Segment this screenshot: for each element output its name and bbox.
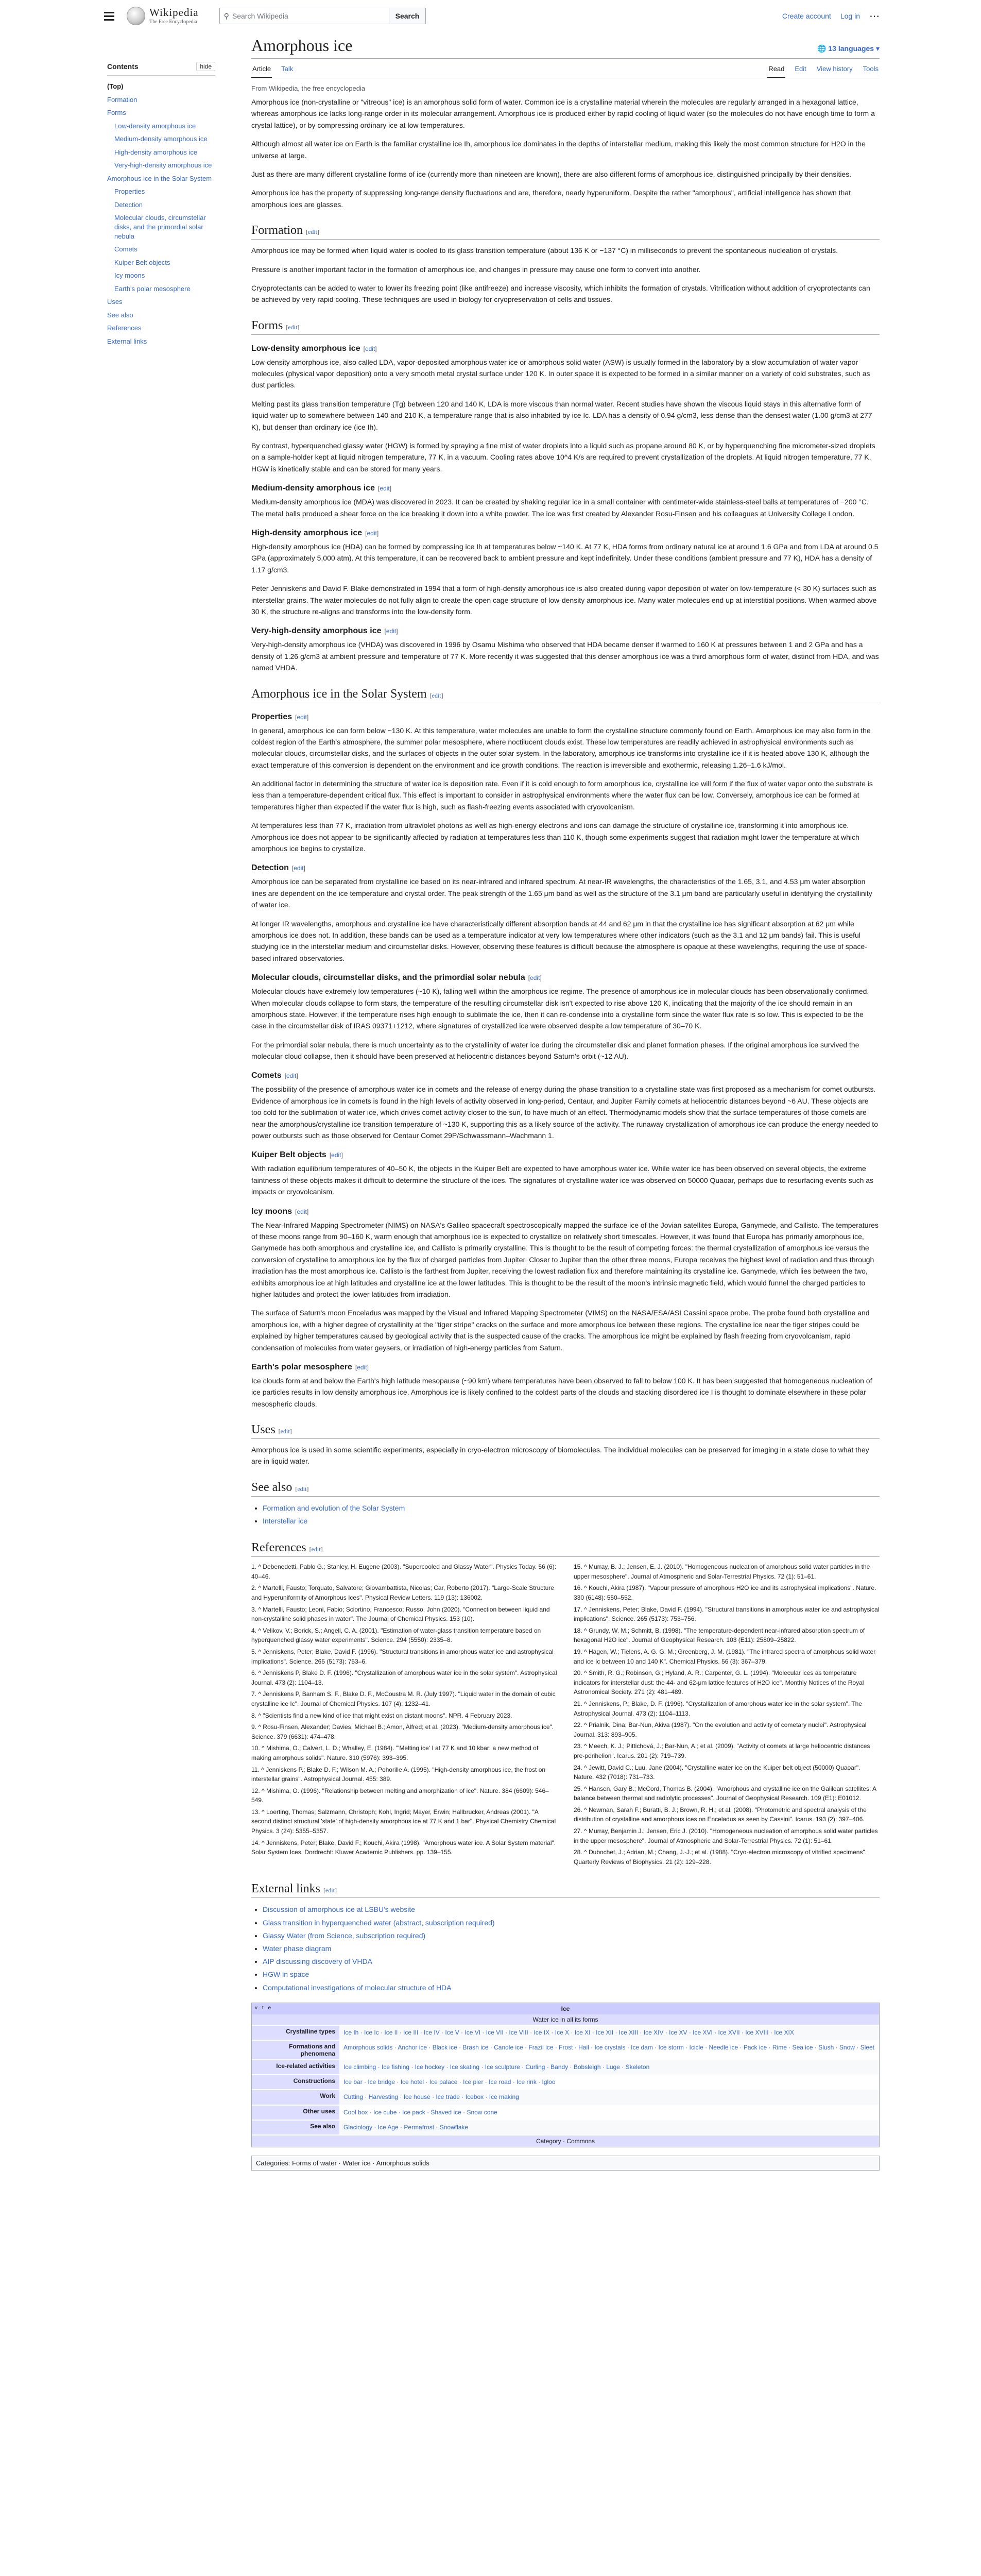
toc-item-references[interactable]: References xyxy=(107,324,142,332)
reference-text: ^ "Scientists find a new kind of ice that might exist on distant moons". NPR. 4 February 2023. xyxy=(258,1711,512,1719)
reference-item: 21. ^ Jenniskens, P.; Blake, D. F. (1996). "Crystallization of amorphous water ice in the solar system". The Astrophysical Journal. 473 (2): 1104–1113. xyxy=(574,1700,862,1717)
subsection-heading-properties-text: Properties xyxy=(251,712,292,721)
reference-item: 28. ^ Dubochet, J.; Adrian, M.; Chang, J.-J.; et al. (1988). "Cryo-electron microscopy of vitrified specimens". Quarterly Reviews of Biophysics. 21 (2): 129–228. xyxy=(574,1849,867,1866)
navbox-row xyxy=(252,2105,879,2120)
subsection-heading-very-high-density-amorphous-ice-text: Very-high-density amorphous ice xyxy=(251,626,382,636)
page-tabs xyxy=(251,61,880,78)
reference-item: 9. ^ Rosu-Finsen, Alexander; Davies, Michael B.; Amon, Alfred; et al. (2023). "Medium-density amorphous ice". Science. 379 (6631): 474–478. xyxy=(251,1723,554,1740)
navbox-row xyxy=(252,2120,879,2134)
edit-link[interactable]: edit xyxy=(286,1072,297,1080)
navbox-row-label: See also xyxy=(252,2121,339,2134)
log-in-link[interactable]: Log in xyxy=(840,12,860,20)
reference-text: ^ Jenniskens, P.; Blake, D. F. (1996). "Crystallization of amorphous water ice in the solar system". The Astrophysical Journal. 473 (2): 1104–1113. xyxy=(574,1700,862,1717)
edit-link[interactable]: edit xyxy=(297,713,307,721)
section-heading-formation-text: Formation xyxy=(251,224,303,238)
external-link[interactable]: Glassy Water (from Science, subscription required) xyxy=(263,1931,426,1940)
section-heading-formation: Formation [edit] xyxy=(251,224,880,240)
reference-item: 11. ^ Jenniskens P.; Blake D. F.; Wilson M. A.; Pohorille A. (1995). "High-density amorphous ice, the frost on interstellar grains". Astrophysical Journal. 455: 389. xyxy=(251,1766,546,1783)
reference-item: 10. ^ Mishima, O.; Calvert, L. D.; Whalley, E. (1984). "'Melting ice' I at 77 K and 10 kbar: a new method of making amorphous solids". Nature. 310 (5976): 393–395. xyxy=(251,1744,539,1761)
navbox-row-items[interactable]: Ice bar · Ice bridge · Ice hotel · Ice palace · Ice pier · Ice road · Ice rink · Igloo xyxy=(339,2075,879,2089)
reference-text: ^ Mishima, O. (1996). "Relationship between melting and amorphization of ice". Nature. 384 (6609): 546–549. xyxy=(251,1787,549,1804)
subsection-paragraph: Ice clouds form at and below the Earth's high latitude mesopause (~90 km) where temperatures have been observed to fall to below 100 K. It has been suggested that homogeneous nucleation of ice particles results in low density amorphous ice. Amorphous ice is likely confined to the coldest parts of the clouds and stacking disordered ice I is thought to dominate elsewhere in these polar mesospheric clouds. xyxy=(251,1376,872,1408)
reference-text: ^ Grundy, W. M.; Schmitt, B. (1998). "The temperature-dependent near-infrared absorption spectrum of hexagonal H2O ice". Journal of Geophysical Research. 103 (E11): 25809–25822. xyxy=(574,1626,865,1644)
page-title: Amorphous ice xyxy=(251,36,353,55)
navbox-row-label: Ice-related activities xyxy=(252,2060,339,2074)
toc-item-amorphous-ice-in-the-solar-system[interactable]: Amorphous ice in the Solar System xyxy=(107,174,212,182)
navbox-row-label: Other uses xyxy=(252,2106,339,2120)
edit-link[interactable]: edit xyxy=(288,323,298,331)
subsection-heading-icy-moons: Icy moons [edit] xyxy=(251,1207,309,1216)
reference-text: ^ Jenniskens P, Banham S. F., Blake D. F., McCoustra M. R. (July 1997). "Liquid water in the domain of cubic crystalline ice Ic". Journal of Chemical Physics. 107 (4): 1232–41. xyxy=(251,1690,556,1707)
external-link-item xyxy=(263,1942,880,1955)
navbox-row xyxy=(252,2040,879,2059)
reference-text: ^ Jewitt, David C.; Luu, Jane (2004). "Crystalline water ice on the Kuiper belt object (50000) Quaoar". Nature. 432 (7018): 731–733. xyxy=(574,1764,860,1781)
reference-item: 22. ^ Prialnik, Dina; Bar-Nun, Akiva (1987). "On the evolution and activity of cometary nuclei". Astrophysical Journal. 313: 893–905. xyxy=(574,1721,867,1738)
edit-link[interactable]: edit xyxy=(297,1208,307,1215)
section-heading-uses-text: Uses xyxy=(251,1423,276,1437)
section-heading-amorphous-ice-in-the-solar-system-text: Amorphous ice in the Solar System xyxy=(251,687,427,701)
tab-talk[interactable]: Talk xyxy=(281,65,294,73)
subsection-paragraph: Melting past its glass transition temperature (Tg) between 120 and 140 K, LDA is more viscous than normal water. Recent studies have shown the viscous liquid stays in this alternative form of liquid water up to somewhere between 140 and 210 K, a temperature range that is also inhabited by ice Ic. LDA has a density of 0.94 g/cm3, less dense than the densest water (1.00 g/cm3 at 277 K), but denser than ordinary ice (ice Ih). xyxy=(251,399,872,431)
navbox-row-items[interactable]: Ice climbing · Ice fishing · Ice hockey · Ice skating · Ice sculpture · Curling · Bandy · Bobsleigh · Luge · Skeleton xyxy=(339,2060,879,2074)
navbox xyxy=(251,2003,880,2147)
section-paragraph: Amorphous ice is used in some scientific experiments, especially in cryo-electron microscopy of biomolecules. The individual molecules can be preserved for imaging in a state close to what they are in liquid water. xyxy=(251,1446,869,1466)
reference-item: 7. ^ Jenniskens P, Banham S. F., Blake D. F., McCoustra M. R. (July 1997). "Liquid water in the domain of cubic crystalline ice Ic". Journal of Chemical Physics. 107 (4): 1232–41. xyxy=(251,1690,556,1707)
reference-item: 3. ^ Martelli, Fausto; Leoni, Fabio; Sciortino, Francesco; Russo, John (2020). "Connection between liquid and non-crystalline solid phases in water". The Journal of Chemical Physics. 153 (10). xyxy=(251,1605,550,1623)
reference-text: ^ Mishima, O.; Calvert, L. D.; Whalley, E. (1984). "'Melting ice' I at 77 K and 10 kbar: a new method of making amorphous solids". Nature. 310 (5976): 393–395. xyxy=(251,1744,539,1761)
toc-item-top[interactable]: (Top) xyxy=(107,82,124,90)
navbox-row-items[interactable]: Ice Ih · Ice Ic · Ice II · Ice III · Ice IV · Ice V · Ice VI · Ice VII · Ice VIII · Ice IX · Ice X · Ice XI · Ice XII · Ice XIII · Ice XIV · Ice XV · Ice XVI · Ice XVII · Ice XVIII · Ice XIX xyxy=(339,2026,879,2040)
search-input[interactable] xyxy=(219,8,389,24)
more-options-icon[interactable]: ⋯ xyxy=(869,10,880,22)
subsection-paragraph: Molecular clouds have extremely low temperatures (~10 K), falling well within the amorphous ice regime. The presence of amorphous ice in molecular clouds has been observationally confirmed. When molecular clouds collapse to form stars, the temperature of the resulting circumstellar disk isn't expected to rise above 120 K, indicating that the majority of the ice should remain in an amorphous state. However, if the temperature rises high enough to sublimate the ice, then it can re-condense into a crystalline form since the water flux rate is so low. This is expected to be the case in the circumstellar disk of IRAS 09371+1212, where signatures of crystallized ice were observed despite a low temperature of 30–70 K. xyxy=(251,987,869,1030)
toc-item-earth-s-polar-mesosphere[interactable]: Earth's polar mesosphere xyxy=(114,284,191,293)
see-also-link[interactable]: Formation and evolution of the Solar System xyxy=(263,1503,405,1512)
globe-icon xyxy=(127,7,145,25)
main-menu-icon[interactable] xyxy=(101,8,117,24)
create-account-link[interactable]: Create account xyxy=(782,12,831,20)
toc-item-forms[interactable]: Forms xyxy=(107,109,126,117)
external-link-item xyxy=(263,1929,880,1942)
subsection-heading-detection-text: Detection xyxy=(251,863,289,873)
navbox-row-items[interactable]: Cutting · Harvesting · Ice house · Ice trade · Icebox · Ice making xyxy=(339,2090,879,2104)
toc-title: Contents xyxy=(107,62,139,71)
section-heading-forms-text: Forms xyxy=(251,318,283,332)
reference-item: 23. ^ Meech, K. J.; Pittichová, J.; Bar-Nun, A.; et al. (2009). "Activity of comets at large heliocentric distances pre-perihelion". Icarus. 201 (2): 719–739. xyxy=(574,1742,870,1759)
navbox-row-items[interactable]: Amorphous solids · Anchor ice · Black ice · Brash ice · Candle ice · Frazil ice · Frost · Hail · Ice crystals · Ice dam · Ice storm · Icicle · Needle ice · Pack ice · Rime · Sea ice · Slush · Snow · Sleet xyxy=(339,2041,879,2059)
subsection-heading-low-density-amorphous-ice-text: Low-density amorphous ice xyxy=(251,344,360,353)
reference-item: 1. ^ Debenedetti, Pablo G.; Stanley, H. Eugene (2003). "Supercooled and Glassy Water". Physics Today. 56 (6): 40–46. xyxy=(251,1563,557,1580)
tab-edit[interactable]: Edit xyxy=(795,65,806,73)
navbox-row-label: Constructions xyxy=(252,2075,339,2089)
subsection-heading-earth-s-polar-mesosphere: Earth's polar mesosphere [edit] xyxy=(251,1362,369,1371)
reference-text: ^ Prialnik, Dina; Bar-Nun, Akiva (1987). "On the evolution and activity of cometary nuclei". Astrophysical Journal. 313: 893–905. xyxy=(574,1721,867,1738)
intro-paragraph: Although almost all water ice on Earth is the familiar crystalline ice Ih, amorphous ice dominates in the depths of interstellar medium, making this likely the most common structure for H2O in the universe at large. xyxy=(251,140,866,160)
section-heading-amorphous-ice-in-the-solar-system: Amorphous ice in the Solar System [edit] xyxy=(251,687,880,703)
subsection-heading-high-density-amorphous-ice: High-density amorphous ice [edit] xyxy=(251,528,379,537)
external-link[interactable]: AIP discussing discovery of VHDA xyxy=(263,1957,372,1966)
see-also-item xyxy=(263,1515,880,1528)
subsection-paragraph: With radiation equilibrium temperatures of 40–50 K, the objects in the Kuiper Belt are expected to have amorphous water ice. While water ice has been observed on several objects, the extreme faintness of these objects makes it difficult to determine the structure of the ices. The signatures of crystalline water ice was observed on 50000 Quaoar, perhaps due to resurfacing events such as impacts or cryovolcanism. xyxy=(251,1164,874,1196)
subsection-paragraph: An additional factor in determining the structure of water ice is deposition rate. Even if it is cold enough to form amorphous ice, crystalline ice will form if the flux of water vapor onto the substrate is less than a temperature-dependent critical flux. This effect is important to consider in astrophysical environments where the water flux can be low. Conversely, amorphous ice can be formed at temperatures higher than expected if the water flux is high, such as flash-freezing events associated with cryovolcanism. xyxy=(251,779,873,811)
reference-item: 2. ^ Martelli, Fausto; Torquato, Salvatore; Giovambattista, Nicolas; Car, Roberto (2017). "Large-Scale Structure and Hyperuniformity of Amorphous Ices". Physical Review Letters. 119 (13): 136002. xyxy=(251,1584,554,1602)
reference-text: ^ Jenniskens, Peter; Blake, David F. (1996). "Structural transitions in amorphous water ice and astrophysical implications". Science. 265 (5173): 753–6. xyxy=(251,1648,554,1665)
reference-item: 19. ^ Hagen, W.; Tielens, A. G. G. M.; Greenberg, J. M. (1981). "The infrared spectra of amorphous solid water and ice Ic between 10 and 140 K". Chemical Physics. 56 (3): 367–379. xyxy=(574,1648,876,1665)
subsection-paragraph: At temperatures less than 77 K, irradiation from ultraviolet photons as well as high-energy electrons and ions can damage the structure of crystalline ice, transforming it into amorphous ice. Amorphous ice does not appear to be significantly affected by radiation at temperatures less than 110 K, though some experiments suggest that radiation might lower the temperature at which amorphous ice begins to crystallize. xyxy=(251,821,859,853)
subsection-heading-medium-density-amorphous-ice: Medium-density amorphous ice [edit] xyxy=(251,484,392,493)
tab-article[interactable]: Article xyxy=(251,61,272,78)
subsection-paragraph: Peter Jenniskens and David F. Blake demonstrated in 1994 that a form of high-density amorphous ice is also created during vapor deposition of water on low-temperature (< 30 K) surfaces such as interstellar grains. The water molecules do not fully align to create the open cage structure of low-density amorphous ice. Many water molecules end up at interstitial positions. When warmed above 30 K, the structure re-aligns and transforms into the low-density form. xyxy=(251,584,877,616)
subsection-paragraph: The possibility of the presence of amorphous water ice in comets and the release of energy during the phase transition to a crystalline state was first proposed as a mechanism for comet outbursts. Evidence of amorphous ice in comets is found in the high levels of activity observed in long-period, Centaur, and Jupiter Family comets at heliocentric distances beyond ~6 AU. These objects are too cold for the sublimation of water ice, which drives comet activity closer to the sun, to have much of an effect. Thermodynamic models show that the surface temperatures of those comets are near the amorphous/crystalline ice transition temperature of ~130 K, supporting this as a likely source of the activity. The runaway crystallization of amorphous ice can produce the energy needed to power outbursts such as those observed for Centaur Comet 29P/Schwassmann–Wachmann 1. xyxy=(251,1085,878,1140)
see-also-link[interactable]: Interstellar ice xyxy=(263,1517,308,1526)
reference-item: 14. ^ Jenniskens, Peter; Blake, David F.; Kouchi, Akira (1998). "Amorphous water ice. A Solar System material". Solar System Ices. Dordrecht: Kluwer Academic Publishers. pp. 139–155. xyxy=(251,1839,556,1856)
edit-link[interactable]: edit xyxy=(325,1887,335,1894)
reference-text: ^ Murray, Benjamin J.; Jensen, Eric J. (2010). "Homogeneous nucleation of amorphous solid water particles in the upper mesosphere". Journal of Atmospheric and Solar-Terrestrial Physics. 72 (1): 51–61. xyxy=(574,1827,878,1844)
external-link-item xyxy=(263,1981,880,1994)
toc-item-properties[interactable]: Properties xyxy=(114,188,145,196)
reference-item: 18. ^ Grundy, W. M.; Schmitt, B. (1998). "The temperature-dependent near-infrared absorption spectrum of hexagonal H2O ice". Journal of Geophysical Research. 103 (E11): 25809–25822. xyxy=(574,1626,865,1644)
subsection-paragraph: For the primordial solar nebula, there is much uncertainty as to the crystallinity of water ice during the circumstellar disk and planet formation phases. If the original amorphous ice survived the molecular cloud collapse, then it should have been preserved at heliocentric distances beyond Saturn's orbit (~12 AU). xyxy=(251,1040,859,1061)
toc-list xyxy=(107,80,215,348)
reference-item: 24. ^ Jewitt, David C.; Luu, Jane (2004). "Crystalline water ice on the Kuiper belt object (50000) Quaoar". Nature. 432 (7018): 731–733. xyxy=(574,1764,860,1781)
reference-item: 16. ^ Kouchi, Akira (1987). "Vapour pressure of amorphous H2O ice and its astrophysical implications". Nature. 330 (6148): 550–552. xyxy=(574,1584,876,1602)
external-link-item xyxy=(263,1903,880,1916)
from-wikipedia: From Wikipedia, the free encyclopedia xyxy=(251,84,366,92)
article-content xyxy=(251,36,880,2171)
tab-view-history[interactable]: View history xyxy=(816,65,853,73)
toc-item-kuiper-belt-objects[interactable]: Kuiper Belt objects xyxy=(114,258,170,266)
subsection-paragraph: In general, amorphous ice can form below ~130 K. At this temperature, water molecules are unable to form the crystalline structure commonly found on Earth. Amorphous ice may also form in the coldest region of the Earth's atmosphere, the summer polar mesosphere, where noctilucent clouds exist. These low temperatures are readily achieved in astrophysical environments such as molecular clouds, circumstellar disks, and the surfaces of objects in the outer solar system. In the laboratory, amorphous ice transforms into crystalline ice if it is heated above 130 K, although the exact temperature of this conversion is dependent on the environment and ice growth conditions. The reaction is irreversible and exothermic, releasing 1.26–1.6 kJ/mol. xyxy=(251,726,871,769)
edit-link[interactable]: edit xyxy=(294,865,304,872)
reference-item: 17. ^ Jenniskens, Peter; Blake, David F. (1994). "Structural transitions in amorphous water ice and astrophysical implications". Science. 265 (5173): 753–756. xyxy=(574,1605,880,1623)
languages-button[interactable]: 🌐 13 languages ▾ xyxy=(817,44,880,53)
navbox-row-items[interactable]: Glaciology · Ice Age · Permafrost · Snowflake xyxy=(339,2121,879,2134)
navbox-row xyxy=(252,2059,879,2074)
edit-link[interactable]: edit xyxy=(308,228,317,236)
reference-text: ^ Hagen, W.; Tielens, A. G. G. M.; Greenberg, J. M. (1981). "The infrared spectra of amorphous solid water and ice Ic between 10 and 140 K". Chemical Physics. 56 (3): 367–379. xyxy=(574,1648,876,1665)
external-links-list xyxy=(251,1903,880,1994)
reference-text: ^ Velikov, V.; Borick, S.; Angell, C. A. (2001). "Estimation of water-glass transition temperature based on hyperquenched glassy water experiments". Science. 294 (5550): 2335–8. xyxy=(251,1626,541,1644)
reference-text: ^ Jenniskens, Peter; Blake, David F.; Kouchi, Akira (1998). "Amorphous water ice. A Solar System material". Solar System Ices. Dordrecht: Kluwer Academic Publishers. pp. 139–155. xyxy=(251,1839,556,1856)
references-list xyxy=(251,1562,880,1869)
external-links-heading: External links [edit] xyxy=(251,1882,880,1898)
navbox-row-label: Crystalline types xyxy=(252,2026,339,2040)
section-heading-forms: Forms [edit] xyxy=(251,319,880,335)
navbox-vte[interactable]: v · t · e xyxy=(255,2005,271,2011)
external-link-item xyxy=(263,1955,880,1968)
subsection-heading-high-density-amorphous-ice-text: High-density amorphous ice xyxy=(251,528,363,537)
edit-link[interactable]: edit xyxy=(530,974,540,982)
reference-item: 8. ^ "Scientists find a new kind of ice that might exist on distant moons". NPR. 4 February 2023. xyxy=(251,1711,512,1719)
logo-wordmark: Wikipedia xyxy=(149,6,199,19)
subsection-heading-comets: Comets [edit] xyxy=(251,1071,298,1080)
reference-text: ^ Dubochet, J.; Adrian, M.; Chang, J.-J.; et al. (1988). "Cryo-electron microscopy of vitrified specimens". Quarterly Reviews of Biophysics. 21 (2): 129–228. xyxy=(574,1849,867,1866)
reference-text: ^ Debenedetti, Pablo G.; Stanley, H. Eugene (2003). "Supercooled and Glassy Water". Physics Today. 56 (6): 40–46. xyxy=(251,1563,557,1580)
external-link[interactable]: Glass transition in hyperquenched water (abstract, subscription required) xyxy=(263,1918,495,1927)
table-of-contents xyxy=(107,62,215,348)
toc-item-very-high-density-amorphous-ice[interactable]: Very-high-density amorphous ice xyxy=(114,161,212,170)
logo-tagline: The Free Encyclopedia xyxy=(149,19,197,25)
categories-box[interactable]: Categories: Forms of water · Water ice · Amorphous solids xyxy=(251,2156,880,2171)
edit-link[interactable]: edit xyxy=(380,485,390,493)
subsection-paragraph: The Near-Infrared Mapping Spectrometer (NIMS) on NASA's Galileo spacecraft spectroscopically mapped the surface ice of the Jovian satellites Europa, Ganymede, and Callisto. The temperatures of these moons range from 90–160 K, warm enough that amorphous ice is expected to crystallize on relatively short timescales. However, it was found that Europa has primarily amorphous ice, Ganymede has both amorphous and crystalline ice, and Callisto is primarily crystalline. This is thought to be the result of competing forces: the thermal crystallization of amorphous ice versus the conversion of crystalline to amorphous ice by the flux of charged particles from Jupiter. Closer to Jupiter than the other three moons, Europa receives the highest level of radiation and thus through irradiation has the most amorphous ice. Callisto is the farthest from Jupiter, receiving the lowest radiation flux and therefore maintaining its crystalline ice. Ganymede, which lies between the two, exhibits amorphous ice at high latitudes and crystalline ice at the lower latitudes. This is thought to be the result of the moon's intrinsic magnetic field, which would funnel the charged particles to higher latitudes and protect the lower latitudes from irradiation. xyxy=(251,1221,879,1298)
reference-text: ^ Meech, K. J.; Pittichová, J.; Bar-Nun, A.; et al. (2009). "Activity of comets at large heliocentric distances pre-perihelion". Icarus. 201 (2): 719–739. xyxy=(574,1742,870,1759)
subsection-heading-detection: Detection [edit] xyxy=(251,863,305,873)
toc-item-molecular-clouds-circumstellar-disks-and-the-primordial-solar-nebula[interactable]: Molecular clouds, circumstellar disks, and the primordial solar nebula xyxy=(114,214,206,240)
navbox-row xyxy=(252,2025,879,2040)
edit-link[interactable]: edit xyxy=(297,1485,307,1493)
tab-read[interactable]: Read xyxy=(767,61,785,78)
subsection-heading-low-density-amorphous-ice: Low-density amorphous ice [edit] xyxy=(251,344,377,353)
navbox-subtitle: Water ice in all its forms xyxy=(252,2014,879,2025)
section-heading-uses: Uses [edit] xyxy=(251,1423,880,1439)
toc-item-comets[interactable]: Comets xyxy=(114,245,137,253)
see-also-item xyxy=(263,1502,880,1515)
intro-paragraph: Amorphous ice (non-crystalline or "vitreous" ice) is an amorphous solid form of water. Common ice is a crystalline material wherein the molecules are regularly arranged in a hexagonal lattice, whereas amorphous ice lacks long-range order in its molecular arrangement. Amorphous ice is produced either by rapid cooling of liquid water (so the molecules do not have enough time to form a crystal lattice), or by compressing ordinary ice at low temperatures. xyxy=(251,98,875,129)
subsection-paragraph: At longer IR wavelengths, amorphous and crystalline ice have characteristically different absorption bands at 44 and 62 μm in that the crystalline ice has significant absorption at 62 μm while amorphous ice does not. In addition, these bands can be used as a temperature indicator at very low temperatures where other indicators (such as the 3.1 and 12 μm bands) fail. This is useful studying ice in the interstellar medium and circumstellar disks. However, observing these features is difficult because the atmosphere is opaque at these wavelengths, requiring the use of space-based infrared observatories. xyxy=(251,919,867,962)
subsection-heading-kuiper-belt-objects: Kuiper Belt objects [edit] xyxy=(251,1150,343,1160)
reference-text: ^ Rosu-Finsen, Alexander; Davies, Michael B.; Amon, Alfred; et al. (2023). "Medium-density amorphous ice". Science. 379 (6631): 474–478. xyxy=(251,1723,554,1740)
edit-link[interactable]: edit xyxy=(311,1546,321,1553)
external-link[interactable]: Water phase diagram xyxy=(263,1944,332,1953)
reference-text: ^ Jenniskens P.; Blake D. F.; Wilson M. A.; Pohorille A. (1995). "High-density amorphous ice, the frost on interstellar grains". Astrophysical Journal. 455: 389. xyxy=(251,1766,546,1783)
toc-item-external-links[interactable]: External links xyxy=(107,337,147,345)
toc-item-medium-density-amorphous-ice[interactable]: Medium-density amorphous ice xyxy=(114,135,208,143)
toc-item-uses[interactable]: Uses xyxy=(107,298,123,306)
reference-item: 12. ^ Mishima, O. (1996). "Relationship between melting and amorphization of ice". Nature. 384 (6609): 546–549. xyxy=(251,1787,549,1804)
intro-paragraph: Just as there are many different crystalline forms of ice (currently more than nineteen are known), there are also different forms of amorphous ice, distinguished principally by their densities. xyxy=(251,170,852,178)
toc-item-low-density-amorphous-ice[interactable]: Low-density amorphous ice xyxy=(114,122,196,130)
reference-item: 13. ^ Loerting, Thomas; Salzmann, Christoph; Kohl, Ingrid; Mayer, Erwin; Hallbrucker, Andreas (2001). "A second distinct structural 'state' of high-density amorphous ice at 77 K and 1 bar". Physical Chemistry Chemical Physics. 3 (24): 5355–5357. xyxy=(251,1808,556,1835)
subsection-heading-properties: Properties [edit] xyxy=(251,712,309,721)
external-link-item xyxy=(263,1968,880,1981)
reference-text: ^ Jenniskens, Peter; Blake, David F. (1994). "Structural transitions in amorphous water ice and astrophysical implications". Science. 265 (5173): 753–756. xyxy=(574,1605,880,1623)
reference-text: ^ Martelli, Fausto; Leoni, Fabio; Sciortino, Francesco; Russo, John (2020). "Connection between liquid and non-crystalline solid phases in water". The Journal of Chemical Physics. 153 (10). xyxy=(251,1605,550,1623)
section-paragraph: Amorphous ice may be formed when liquid water is cooled to its glass transition temperature (about 136 K or −137 °C) in milliseconds to prevent the spontaneous nucleation of crystals. xyxy=(251,246,838,255)
edit-link[interactable]: edit xyxy=(386,628,397,635)
reference-text: ^ Loerting, Thomas; Salzmann, Christoph; Kohl, Ingrid; Mayer, Erwin; Hallbrucker, Andreas (2001). "A second distinct structural 'state' of high-density amorphous ice at 77 K and 1 bar". Physical Chemistry Chemical Physics. 3 (24): 5355–5357. xyxy=(251,1808,556,1835)
reference-item: 26. ^ Newman, Sarah F.; Buratti, B. J.; Brown, R. H.; et al. (2008). "Photometric and spectral analysis of the distribution of crystalline and amorphous ices on Enceladus as seen by Cassini". Icarus. 193 (2): 397–406. xyxy=(574,1806,867,1823)
toc-item-formation[interactable]: Formation xyxy=(107,95,137,104)
reference-text: ^ Hansen, Gary B.; McCord, Thomas B. (2004). "Amorphous and crystalline ice on the Galilean satellites: A balance between thermal and radiolytic processes". Journal of Geophysical Research. 109 (E1): E01012. xyxy=(574,1785,876,1802)
toc-item-icy-moons[interactable]: Icy moons xyxy=(114,272,145,280)
article-sections xyxy=(251,224,880,1467)
subsection-heading-molecular-clouds-circumstellar-disks-and-the-primordial-solar-nebula: Molecular clouds, circumstellar disks, and the primordial solar nebula [edit] xyxy=(251,973,542,982)
navbox-title[interactable]: Ice xyxy=(561,2005,570,2012)
site-header xyxy=(0,0,981,32)
search-form xyxy=(219,8,426,24)
edit-link[interactable]: edit xyxy=(365,345,375,352)
search-icon: ⚲ xyxy=(223,11,229,20)
external-link[interactable]: Discussion of amorphous ice at LSBU's website xyxy=(263,1905,416,1914)
subsection-paragraph: Medium-density amorphous ice (MDA) was discovered in 2023. It can be created by shaking regular ice in a small container with centimeter-wide stainless-steel balls at temperatures of −200 °C. The metal balls produced a shear force on the ice breaking it down into a white powder. The ice was first created by Alexander Rosu-Finsen and his colleagues at University College London. xyxy=(251,498,869,518)
subsection-paragraph: Low-density amorphous ice, also called LDA, vapor-deposited amorphous water ice or amorphous solid water (ASW) is usually formed in the laboratory by a slow accumulation of water vapor molecules (physical vapor deposition) onto a very smooth metal crystal surface under 120 K. In outer space it is expected to be formed in a similar manner on a variety of cold substrates, such as dust particles. xyxy=(251,358,870,389)
references-heading: References [edit] xyxy=(251,1541,880,1557)
navbox-row-items[interactable]: Cool box · Ice cube · Ice pack · Shaved ice · Snow cone xyxy=(339,2106,879,2120)
external-link[interactable]: Computational investigations of molecular structure of HDA xyxy=(263,1983,452,1992)
subsection-heading-molecular-clouds-circumstellar-disks-and-the-primordial-solar-nebula-text: Molecular clouds, circumstellar disks, and the primordial solar nebula xyxy=(251,973,525,982)
reference-text: ^ Smith, R. G.; Robinson, G.; Hyland, A. R.; Carpenter, G. L. (1994). "Molecular ices as temperature indicators for interstellar dust: the 44- and 62-μm lattice features of H2O ice". Monthly Notices of the Royal Astronomical Society. 271 (2): 481–489. xyxy=(574,1669,864,1696)
subsection-heading-kuiper-belt-objects-text: Kuiper Belt objects xyxy=(251,1150,326,1160)
reference-text: ^ Jenniskens P, Blake D. F. (1996). "Crystallization of amorphous water ice in the solar system". Astrophysical Journal. 473 (2): 1104–13. xyxy=(251,1669,557,1686)
user-links xyxy=(782,10,880,23)
toc-item-see-also[interactable]: See also xyxy=(107,311,133,319)
subsection-paragraph: Amorphous ice can be separated from crystalline ice based on its near-infrared and infrared spectrum. At near-IR wavelengths, the characteristics of the 1.65, 3.1, and 4.53 μm water absorption lines are dependent on the ice temperature and crystal order. The peak strength of the 1.65 μm band as well as the structure of the 3.1 μm band are particularly useful in identifying the crystallinity of water ice. xyxy=(251,877,872,909)
search-placeholder: Search Wikipedia xyxy=(232,12,288,20)
edit-link[interactable]: edit xyxy=(331,1151,341,1159)
external-link-item xyxy=(263,1917,880,1929)
toc-item-high-density-amorphous-ice[interactable]: High-density amorphous ice xyxy=(114,148,198,156)
subsection-paragraph: Very-high-density amorphous ice (VHDA) was discovered in 1996 by Osamu Mishima who observed that HDA became denser if warmed to 160 K at pressures between 1 and 2 GPa and has a density of 1.26 g/cm3 at ambient pressure and temperature of 77 K. More recently it was suggested that this denser amorphous ice was a third amorphous form of water, distinct from HDA, and was named VHDA. xyxy=(251,640,879,672)
section-paragraph: Pressure is another important factor in the formation of amorphous ice, and changes in pressure may cause one form to convert into another. xyxy=(251,265,701,274)
edit-link[interactable]: edit xyxy=(367,529,377,537)
subsection-paragraph: High-density amorphous ice (HDA) can be formed by compressing ice Ih at temperatures below ~140 K. At 77 K, HDA forms from ordinary natural ice at around 1.6 GPa and from LDA at around 0.5 GPa (approximately 5,000 atm). At this temperature, it can be recovered back to ambient pressure and kept indefinitely. Under these conditions (ambient pressure and 77 K), HDA has a density of 1.17 g/cm3. xyxy=(251,542,879,574)
navbox-row-label: Formations and phenomena xyxy=(252,2041,339,2059)
edit-link[interactable]: edit xyxy=(432,691,441,699)
tab-tools[interactable]: Tools xyxy=(863,65,879,73)
see-also-heading: See also [edit] xyxy=(251,1481,880,1497)
subsection-heading-earth-s-polar-mesosphere-text: Earth's polar mesosphere xyxy=(251,1362,352,1371)
subsection-paragraph: The surface of Saturn's moon Enceladus was mapped by the Visual and Infrared Mapping Spectrometer (VIMS) on the NASA/ESA/ASI Cassini space probe. The probe found both crystalline and amorphous ice, with a higher degree of crystallinity at the "tiger stripe" cracks on the surface and more amorphous ice between these regions. The crystalline ice near the tiger stripes could be explained by higher temperatures caused by geological activity that is the suspected cause of the cracks. The amorphous ice might be explained by flash freezing from cryovolcanism, rapid condensation of molecules from water geysers, or irradiation of high-energy particles from Saturn. xyxy=(251,1309,870,1352)
reference-item: 25. ^ Hansen, Gary B.; McCord, Thomas B. (2004). "Amorphous and crystalline ice on the Galilean satellites: A balance between thermal and radiolytic processes". Journal of Geophysical Research. 109 (E1): E01012. xyxy=(574,1785,876,1802)
see-also-list xyxy=(251,1502,880,1528)
navbox-footer[interactable]: Category · Commons xyxy=(252,2134,879,2147)
subsection-heading-medium-density-amorphous-ice-text: Medium-density amorphous ice xyxy=(251,484,375,493)
navbox-row-label: Work xyxy=(252,2090,339,2104)
reference-text: ^ Newman, Sarah F.; Buratti, B. J.; Brown, R. H.; et al. (2008). "Photometric and spectral analysis of the distribution of crystalline and amorphous ices on Enceladus as seen by Cassini". Icarus. 193 (2): 397–406. xyxy=(574,1806,867,1823)
reference-item: 4. ^ Velikov, V.; Borick, S.; Angell, C. A. (2001). "Estimation of water-glass transition temperature based on hyperquenched glassy water experiments". Science. 294 (5550): 2335–8. xyxy=(251,1626,541,1644)
external-link[interactable]: HGW in space xyxy=(263,1970,309,1979)
navbox-row xyxy=(252,2074,879,2089)
article-intro xyxy=(251,96,880,210)
reference-item: 20. ^ Smith, R. G.; Robinson, G.; Hyland, A. R.; Carpenter, G. L. (1994). "Molecular ices as temperature indicators for interstellar dust: the 44- and 62-μm lattice features of H2O ice". Monthly Notices of the Royal Astronomical Society. 271 (2): 481–489. xyxy=(574,1669,864,1696)
search-button[interactable]: Search xyxy=(389,8,426,24)
edit-link[interactable]: edit xyxy=(280,1428,290,1435)
reference-item: 15. ^ Murray, B. J.; Jensen, E. J. (2010). "Homogeneous nucleation of amorphous solid water particles in the upper mesosphere". Journal of Atmospheric and Solar-Terrestrial Physics. 72 (1): 51–61. xyxy=(574,1563,870,1580)
reference-text: ^ Kouchi, Akira (1987). "Vapour pressure of amorphous H2O ice and its astrophysical implications". Nature. 330 (6148): 550–552. xyxy=(574,1584,876,1602)
subsection-paragraph: By contrast, hyperquenched glassy water (HGW) is formed by spraying a fine mist of water droplets into a liquid such as propane around 80 K, or by hyperquenching fine micrometer-sized droplets on a sample-holder kept at liquid nitrogen temperature, 77 K, in a vacuum. Cooling rates above 10^4 K/s are required to prevent crystallization of the droplets. At liquid nitrogen temperature, 77 K, HGW is kinetically stable and can be stored for many years. xyxy=(251,442,875,473)
intro-paragraph: Amorphous ice has the property of suppressing long-range density fluctuations and are, therefore, nearly hyperuniform. Despite the rather "amorphous", artificial intelligence has shown that amorphous ices are glasses. xyxy=(251,189,851,209)
reference-item: 6. ^ Jenniskens P, Blake D. F. (1996). "Crystallization of amorphous water ice in the solar system". Astrophysical Journal. 473 (2): 1104–13. xyxy=(251,1669,557,1686)
subsection-heading-very-high-density-amorphous-ice: Very-high-density amorphous ice [edit] xyxy=(251,626,398,636)
toc-hide-button[interactable]: hide xyxy=(196,62,215,71)
reference-item: 5. ^ Jenniskens, Peter; Blake, David F. (1996). "Structural transitions in amorphous water ice and astrophysical implications". Science. 265 (5173): 753–6. xyxy=(251,1648,554,1665)
subsection-heading-icy-moons-text: Icy moons xyxy=(251,1207,292,1216)
reference-text: ^ Martelli, Fausto; Torquato, Salvatore; Giovambattista, Nicolas; Car, Roberto (2017). "Large-Scale Structure and Hyperuniformity of Amorphous Ices". Physical Review Letters. 119 (13): 136002. xyxy=(251,1584,554,1602)
reference-item: 27. ^ Murray, Benjamin J.; Jensen, Eric J. (2010). "Homogeneous nucleation of amorphous solid water particles in the upper mesosphere". Journal of Atmospheric and Solar-Terrestrial Physics. 72 (1): 51–61. xyxy=(574,1827,878,1844)
section-paragraph: Cryoprotectants can be added to water to lower its freezing point (like antifreeze) and increase viscosity, which inhibits the formation of crystals. Vitrification without addition of cryoprotectants can be achieved by very rapid cooling. These techniques are used in biology for cryopreservation of cells and tissues. xyxy=(251,283,870,304)
toc-item-detection[interactable]: Detection xyxy=(114,200,143,209)
navbox-row xyxy=(252,2089,879,2104)
subsection-heading-comets-text: Comets xyxy=(251,1071,282,1080)
wikipedia-logo[interactable] xyxy=(127,7,199,25)
reference-text: ^ Murray, B. J.; Jensen, E. J. (2010). "Homogeneous nucleation of amorphous solid water particles in the upper mesosphere". Journal of Atmospheric and Solar-Terrestrial Physics. 72 (1): 51–61. xyxy=(574,1563,870,1580)
edit-link[interactable]: edit xyxy=(357,1363,367,1371)
